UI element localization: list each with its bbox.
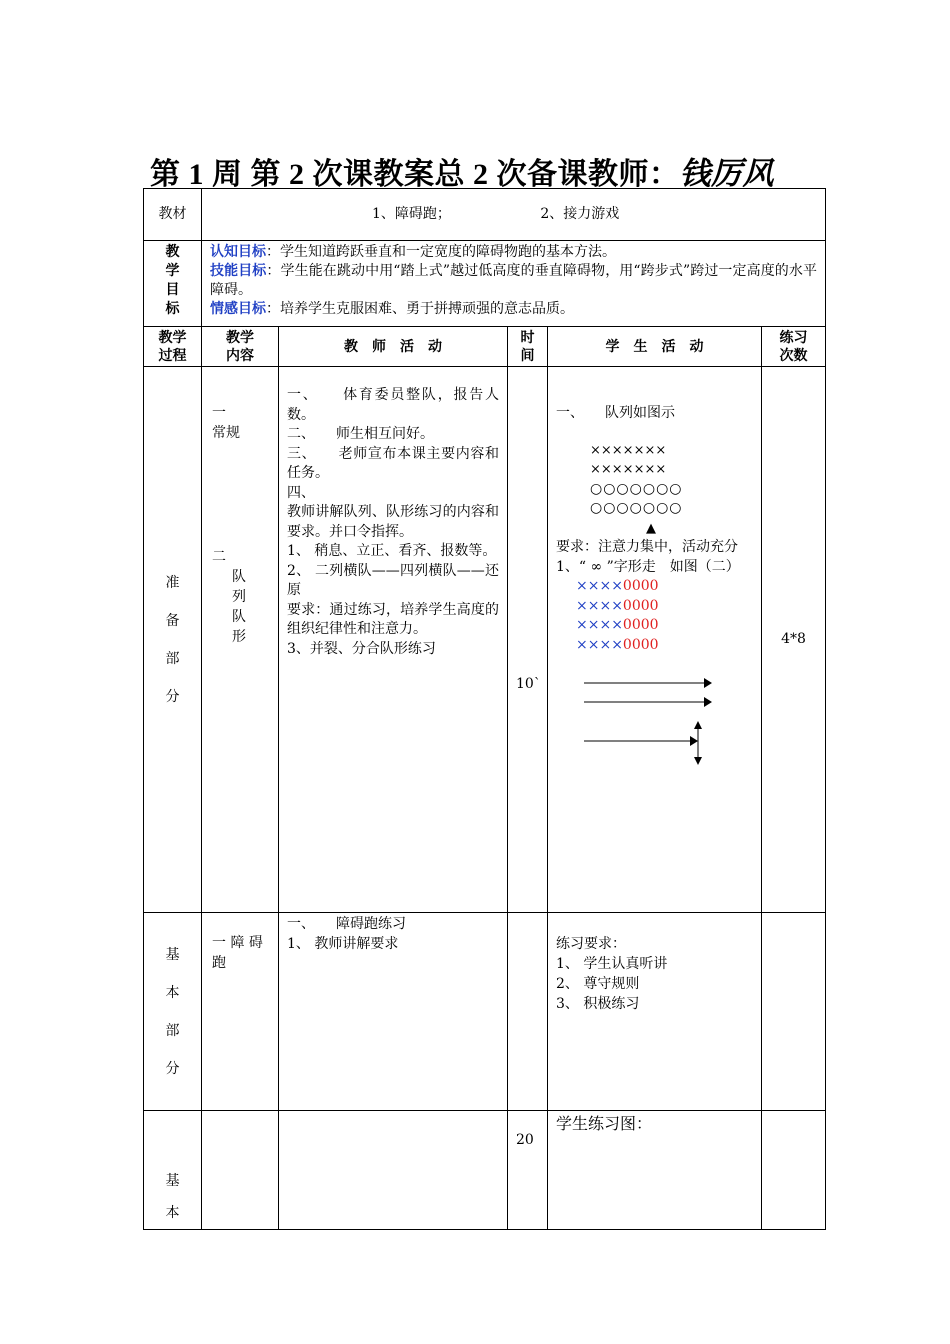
basic2-teacher [279, 1111, 508, 1230]
prep-content-2-char: 队 [232, 569, 246, 585]
basic-process-char: 部 [165, 1022, 180, 1039]
prep-teacher-line: 二、 师生相互问好。 [287, 426, 434, 442]
basic-content: 一 障 碍 跑 [202, 913, 279, 1111]
prep-process-char: 分 [165, 688, 180, 705]
basic-process-label [144, 913, 202, 1111]
basic-reps [762, 913, 826, 1111]
prep-process-char: 部 [165, 650, 180, 667]
prep-content-2-num: 二 [212, 549, 226, 565]
basic2-content [202, 1111, 279, 1230]
movement-arrows [556, 665, 756, 765]
teacher-signature: 钱厉风 [679, 156, 774, 191]
teacher-position-icon: ▲ [646, 520, 656, 536]
prep-teacher-line: 1、 稍息、立正、看齐、报数等。 [287, 543, 497, 559]
basic2-student: 学生练习图： [548, 1111, 762, 1230]
goals-label-char: 目 [165, 282, 180, 298]
row-x: ×××× [576, 617, 623, 633]
header-time: 时间 [508, 327, 548, 367]
goals-label-char: 标 [165, 301, 180, 317]
basic-teacher-cell [279, 913, 508, 1111]
basic-process-char: 基 [165, 946, 180, 963]
prep-row [144, 367, 826, 913]
skill-goal-label: 技能目标 [210, 263, 267, 279]
prep-teacher-line: 四、 [287, 484, 315, 501]
prep-time: 10` [508, 367, 548, 913]
materials-item-2: 2、接力游戏 [540, 206, 620, 222]
materials-label: 教材 [144, 189, 202, 241]
row-x: ×××× [576, 578, 623, 594]
header-process: 教学过程 [144, 327, 202, 367]
materials-item-1: 1、障碍跑； [372, 206, 451, 222]
arrow-up-icon [694, 721, 702, 729]
prep-content-1: 常规 [212, 425, 240, 441]
row-o: 0000 [622, 597, 659, 614]
basic2-process-char: 本 [165, 1205, 180, 1221]
header-content: 教学内容 [202, 327, 279, 367]
prep-teacher-line: 教师讲解队列、队形练习的内容和要求。并口令指挥。 [287, 504, 499, 540]
row-o: 0000 [622, 636, 659, 653]
lesson-plan-table [143, 188, 826, 1230]
arrow-down-icon [694, 757, 702, 765]
goals-cell [202, 241, 826, 327]
page-title [150, 148, 850, 191]
row-o: 0000 [622, 578, 659, 594]
goals-label-char: 学 [165, 263, 180, 279]
prep-content-2-char: 形 [232, 629, 246, 645]
formation-row-x: ××××××× [590, 442, 667, 458]
basic-student-cell [548, 913, 762, 1111]
basic-student-line: 3、 积极练习 [556, 996, 640, 1012]
prep-student-cell [548, 367, 762, 913]
basic2-process-char: 基 [165, 1173, 180, 1189]
prep-content-2-char: 列 [232, 589, 246, 605]
prep-content-1-num: 一 [212, 405, 226, 421]
basic-process-char: 本 [165, 984, 180, 1001]
prep-teacher-line: 要求：通过练习，培养学生高度的组织纪律性和注意力。 [287, 601, 499, 637]
prep-teacher-line: 一、 体育委员整队，报告人数。 [287, 387, 499, 423]
formation-row-o: ○○○○○○○ [590, 500, 683, 516]
goals-label-char: 教 [165, 244, 180, 260]
basic2-reps [762, 1111, 826, 1230]
basic-time [508, 913, 548, 1111]
affective-goal-label: 情感目标 [210, 301, 266, 317]
formation-row-o: ○○○○○○○ [590, 480, 683, 497]
prep-process-char: 备 [165, 612, 180, 629]
arrow-head-icon [690, 736, 698, 746]
basic-teacher-line: 1、 教师讲解要求 [287, 935, 399, 952]
basic-process-char: 分 [165, 1060, 180, 1077]
materials-cell [202, 189, 826, 241]
row-x: ×××× [576, 597, 623, 614]
cognitive-goal-text: ：学生知道跨跃垂直和一定宽度的障碍物跑的基本方法。 [266, 244, 616, 260]
basic-student-line: 1、 学生认真听讲 [556, 956, 668, 972]
affective-goal-text: ：培养学生克服困难、勇于拼搏顽强的意志品质。 [266, 301, 574, 317]
prep-content-2-char: 队 [232, 609, 246, 625]
prep-content-cell [202, 367, 279, 913]
materials-row [144, 189, 826, 241]
basic2-row [144, 1111, 826, 1230]
basic-row [144, 913, 826, 1111]
arrow-head-icon [704, 697, 712, 707]
prep-teacher-line: 三、 老师宣布本课主要内容和任务。 [287, 445, 499, 481]
goals-row [144, 241, 826, 327]
title-text: 第 1 周 第 2 次课教案总 2 次备课教师： [150, 158, 680, 191]
arrow-head-icon [704, 678, 712, 688]
formation-row-x: ××××××× [590, 462, 667, 477]
movement-diagram [556, 655, 753, 755]
prep-student-line: 要求：注意力集中，活动充分 [556, 539, 738, 555]
header-reps: 练习次数 [762, 327, 826, 367]
header-student-activity: 学 生 活 动 [548, 327, 762, 367]
basic2-time: 20 [508, 1111, 548, 1230]
basic-student-line: 2、 尊守规则 [556, 976, 640, 992]
skill-goal-text: ：学生能在跳动中用“踏上式”越过低高度的垂直障碍物，用“跨步式”跨过一定高度的水平障碍。 [210, 263, 818, 298]
prep-student-line: 1、“ ∞ ”字形走 如图（二） [556, 558, 740, 575]
prep-teacher-cell [279, 367, 508, 913]
prep-teacher-line: 2、 二列横队——四列横队——还原 [287, 562, 499, 598]
prep-process-char: 准 [165, 574, 180, 591]
basic2-process-label [144, 1111, 202, 1230]
basic-student-line: 练习要求： [556, 936, 626, 952]
header-row [144, 327, 826, 367]
goals-label [144, 241, 202, 327]
prep-student-line: 一、 队列如图示 [556, 405, 675, 421]
basic-teacher-line: 一、 障碍跑练习 [287, 916, 406, 932]
prep-reps: 4*8 [762, 367, 826, 913]
prep-teacher-line: 3、并裂、分合队形练习 [287, 640, 436, 657]
header-teacher-activity: 教 师 活 动 [279, 327, 508, 367]
prep-process-label [144, 367, 202, 913]
cognitive-goal-label: 认知目标 [210, 244, 266, 260]
row-o: 0000 [622, 617, 659, 633]
row-x: ×××× [576, 636, 623, 653]
